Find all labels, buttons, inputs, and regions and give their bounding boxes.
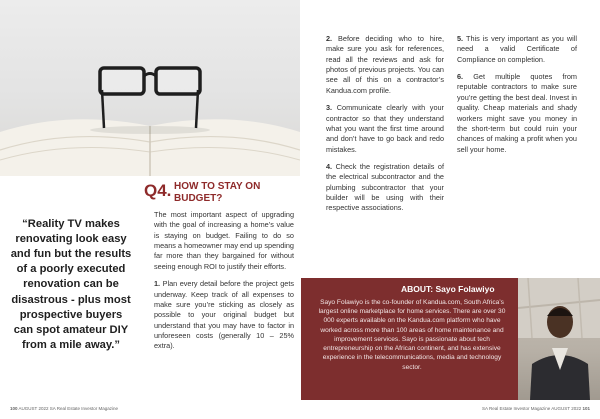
- page-number: 101: [582, 406, 590, 411]
- tip-paragraph: [326, 103, 444, 155]
- tip-number: 4.: [326, 161, 333, 171]
- article-column-3: [457, 34, 577, 162]
- tip-text: Check the registration details of the electrical subcontractor and the plumbing subcontractor that your builder will be using with their respective associations.: [326, 161, 444, 213]
- about-author-box: [301, 278, 600, 400]
- article-column-2: [326, 34, 444, 221]
- tip-number: 2.: [326, 34, 333, 43]
- pull-quote: “Reality TV makes renovating look easy and fun but the results of a poorly executed renovation can be disastrous - plus most prospective buyers can spot amateur DIY from a mile away.”: [10, 218, 132, 351]
- page-number: 100: [10, 406, 18, 411]
- article-column-1: [154, 210, 294, 359]
- question-number: Q4.: [144, 181, 172, 200]
- tip-text: Get multiple quotes from reputable contractors to make sure you’re getting the best deal. Invest in quality. Cheap materials and shady workers might save you money in the short-term but could ruin your chances of making a profit when you sell your home.: [457, 72, 577, 154]
- about-text: Sayo Folawiyo is the co-founder of Kandua.com, South Africa’s largest online marketplace for home services. There are over 30 000 experts available on the Kandua.com platform who have worked across more than 100 areas of home maintenance and improvement services. Sayo is passionate about tech entrepreneurship on the African continent, and has extensive experience in the telecommunications, media and technology sector.: [318, 299, 506, 371]
- question-title: HOW TO STAY ON BUDGET?: [174, 181, 261, 204]
- tip-text: Before deciding who to hire, make sure you ask for references, read all the reviews and ask for photos of previous projects. You can see all of this on a contractor’s Kandua.com profile.: [326, 34, 444, 95]
- tip-paragraph: [457, 72, 577, 155]
- tip-number: 6.: [457, 72, 464, 82]
- footer-text: SA Real Estate Investor Magazine AUGUST 2022: [481, 406, 582, 411]
- tip-paragraph: [326, 34, 444, 96]
- glasses-on-book-photo: [0, 0, 300, 176]
- tip-text: This is very important as you will need a valid Certificate of Compliance on completion.: [457, 34, 577, 64]
- about-title: ABOUT: Sayo Folawiyo: [401, 284, 495, 294]
- footer-right: [482, 406, 590, 411]
- author-photo: [518, 278, 600, 400]
- tip-text: Plan every detail before the project gets underway. Keep track of all expenses to make sure you’re sticking as closely as possible to your original budget but understand that you may have to factor in unforeseen costs (generally 10 – 25% extra).: [154, 279, 294, 351]
- tip-number: 1.: [154, 279, 161, 289]
- footer-text: AUGUST 2022 SA Real Estate Investor Magazine: [18, 406, 118, 411]
- tip-paragraph: [457, 34, 577, 65]
- intro-paragraph: The most important aspect of upgrading with the goal of increasing a home’s value is staying on budget. Failing to do so means a homeowner may end up spending far more than they bargained for without seeing enough ROI to justify their efforts.: [154, 210, 294, 271]
- tip-number: 3.: [326, 103, 333, 113]
- tip-paragraph: [154, 279, 294, 352]
- tip-text: Communicate clearly with your contractor so that they understand what you want the first time around and don’t have to go back and redo mistakes.: [326, 103, 444, 154]
- tip-number: 5.: [457, 34, 464, 43]
- tip-paragraph: [326, 162, 444, 214]
- footer-left: [10, 406, 118, 411]
